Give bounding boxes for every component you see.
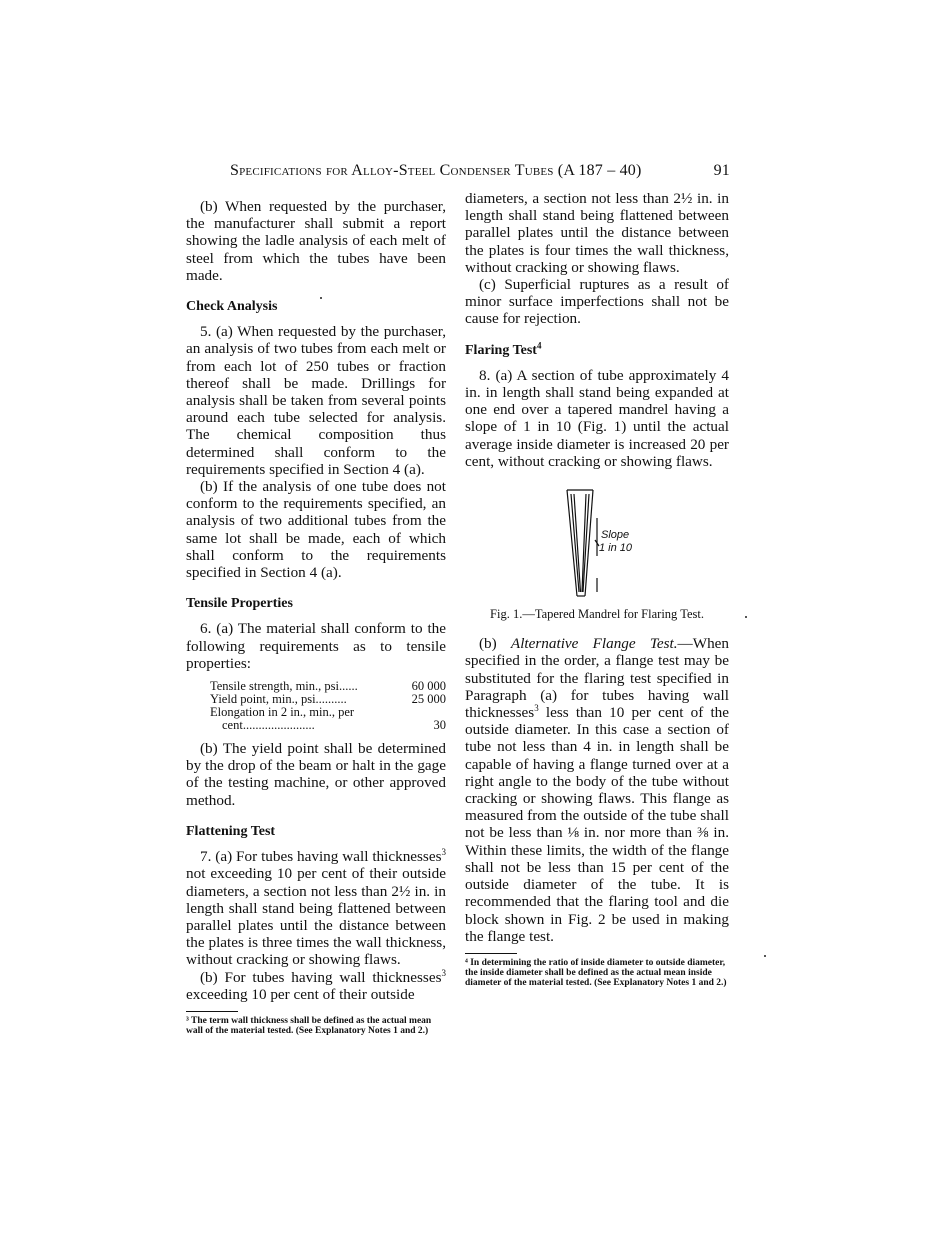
figure-caption: Fig. 1.—Tapered Mandrel for Flaring Test. <box>490 607 704 622</box>
paragraph-7b: (b) For tubes having wall thicknesses$^3$ exceeding 10 per cent of their outside <box>186 967 446 1003</box>
paragraph-7c: (c) Superficial ruptures as a result of minor surface imperfections shall not be cause for rejection. <box>465 276 729 328</box>
scan-speck <box>320 297 322 299</box>
footnote-rule <box>186 1011 238 1012</box>
tapered-mandrel-figure <box>537 488 657 600</box>
footnote-3: ³ The term wall thickness shall be defined as the actual mean wall of the material tested. (See Explanatory Notes 1 and 2.) <box>186 1015 432 1036</box>
paragraph-4b: (b) When requested by the purchaser, the manufacturer shall submit a report showing the ladle analysis of each melt of steel from which the tubes have been made. <box>186 198 446 284</box>
requirement-row <box>210 719 446 732</box>
footnote-4: ⁴ In determining the ratio of inside diameter to outside diameter, the inside diameter shall be defined as the actual mean inside diameter of the material tested. (See Explanatory Notes 1 and 2.) <box>465 957 727 988</box>
footnote-rule <box>465 953 517 954</box>
scan-speck <box>764 955 766 957</box>
left-column <box>186 198 446 1036</box>
paragraph-6a: 6. (a) The material shall conform to the following requirements as to tensile properties: <box>186 620 446 672</box>
paragraph-7a: 7. (a) For tubes having wall thicknesses$^3$ not exceeding 10 per cent of their outside diameters, a section not less than 2½ in. in length shall stand being flattened between parallel plates until the distance between the plates is three times the wall thickness, without cracking or showing flaws. <box>186 847 446 969</box>
requirement-label: Elongation in 2 in., min., per <box>210 705 355 720</box>
requirement-label: cent....................... <box>222 718 315 733</box>
figure-label-ratio: 1 in 10 <box>599 542 633 555</box>
scan-speck <box>745 616 747 618</box>
requirement-value: 30 <box>433 718 446 733</box>
paragraph-7b-continued: diameters, a section not less than 2½ in. in length shall stand being flattened between parallel plates until the distance between the plates is four times the wall thickness, without cracking or showing flaws. <box>465 190 729 276</box>
requirement-label: Tensile strength, min., psi...... <box>210 679 358 694</box>
right-column <box>465 190 729 988</box>
heading-flaring-test: Flaring Test$^4$ <box>465 339 542 358</box>
figure-label-slope: Slope <box>601 529 630 542</box>
requirement-label: Yield point, min., psi.......... <box>210 692 347 707</box>
requirement-value: 25 000 <box>411 692 446 707</box>
heading-flattening-test: Flattening Test <box>186 823 276 839</box>
paragraph-8b: (b) Alternative Flange Test.—When specified in the order, a flange test may be substituted for the flaring test specified in Paragraph (a) for tubes having wall thicknesses$^3$ less than 10 per cent of the outside diameter. In this case a section of tube not less than 4 in. in length shall be capable of having a flange turned over at a right angle to the body of the tube without cracking or showing flaws. This flange as measured from the outside of the tube shall not be less than ⅛ in. nor more than ⅜ in. Within these limits, the width of the flange shall not be less than 15 per cent of the outside diameter of the tube. It is recommended that the flaring tool and die block shown in Fig. 2 be used in making the flange test. <box>465 635 729 945</box>
paragraph-8a: 8. (a) A section of tube approximately 4 in. in length shall stand being expanded at one end over a tapered mandrel having a slope of 1 in 10 (Fig. 1) until the actual average inside diameter is increased 20 per cent, without cracking or showing flaws. <box>465 366 729 470</box>
tensile-requirements-table <box>210 680 446 732</box>
paragraph-5a: 5. (a) When requested by the purchaser, an analysis of two tubes from each melt or from each lot of 250 tubes or fraction thereof shall be made. Drillings for analysis shall be taken from several points around each tube selected for analysis. The chemical composition thus determined shall conform to the requirements specified in Section 4 (a). <box>186 323 446 478</box>
heading-tensile-properties: Tensile Properties <box>186 596 293 612</box>
paragraph-6b: (b) The yield point shall be determined by the drop of the beam or halt in the gage of the testing machine, or other approved method. <box>186 740 446 809</box>
paragraph-5b: (b) If the analysis of one tube does not conform to the requirements specified, an analysis of two additional tubes from the same lot shall be made, each of which shall conform to the requirements specified in Section 4 (a). <box>186 478 446 582</box>
heading-check-analysis: Check Analysis <box>186 299 278 315</box>
header-title: Specifications for Alloy-Steel Condenser Tubes (A 187 – 40) <box>230 162 642 179</box>
page-number: 91 <box>713 162 730 179</box>
requirement-value: 60 000 <box>411 679 446 694</box>
running-header <box>230 162 730 180</box>
